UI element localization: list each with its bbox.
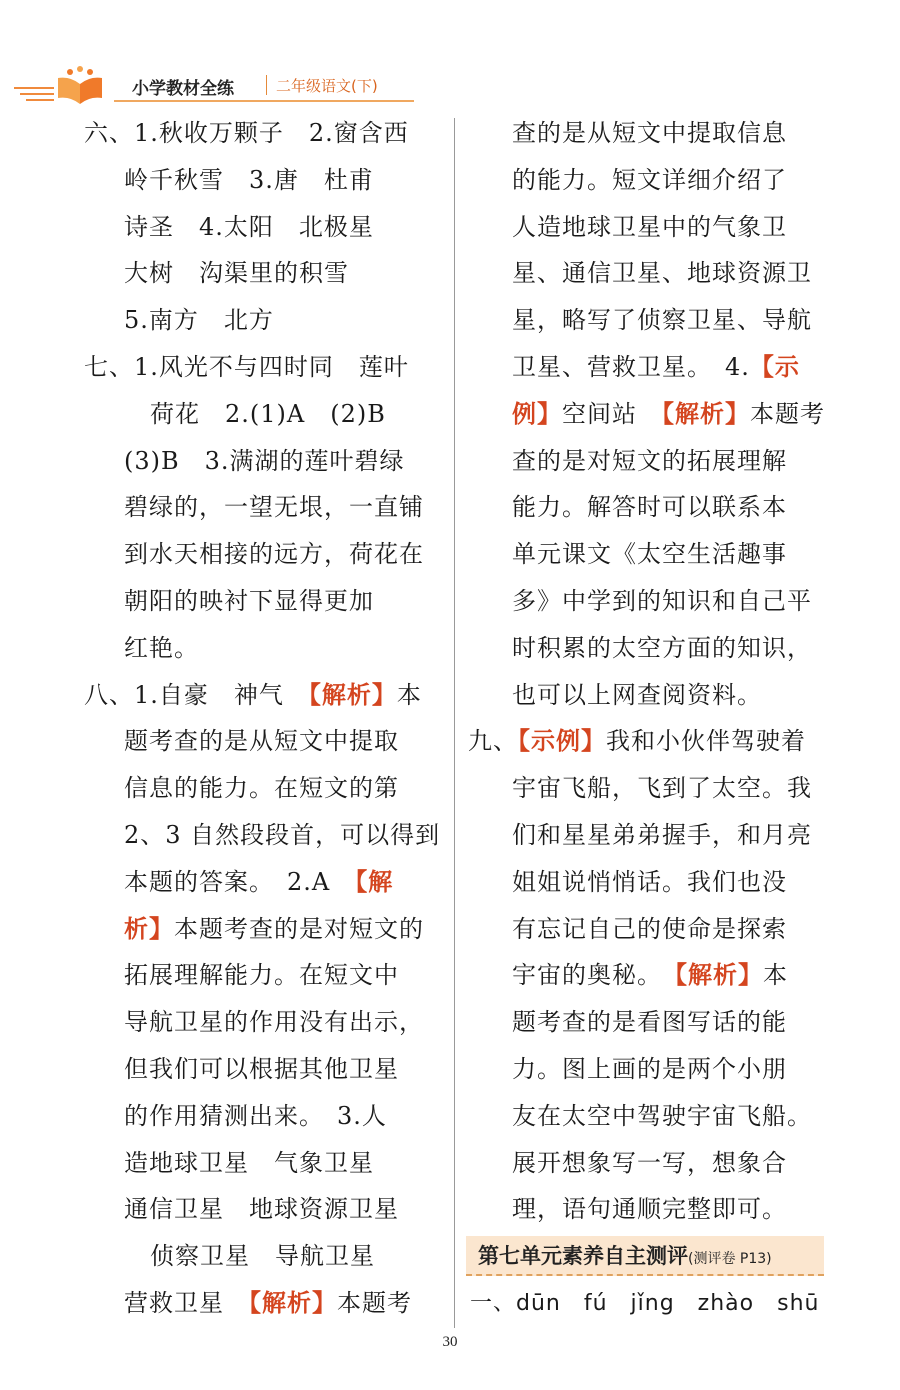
subject-title: 二年级语文(下) <box>276 77 378 95</box>
text-line: 例】空间站 【解析】本题考 <box>512 398 825 428</box>
text-line: 岭千秋雪 3.唐 杜甫 <box>124 165 374 194</box>
text-line: 八、1.自豪 神气 【解析】本 <box>84 679 422 709</box>
text-line: 但我们可以根据其他卫星 <box>124 1054 399 1083</box>
text-line: 朝阳的映衬下显得更加 <box>124 586 374 615</box>
analysis-tag: 【解析】 <box>308 679 397 709</box>
text-line: 导航卫星的作用没有出示， <box>124 1008 424 1037</box>
text-line: 荷花 2.(1)A (2)B <box>150 399 386 428</box>
example-tag: 【示 <box>749 351 800 381</box>
text-line: 人造地球卫星中的气象卫 <box>512 212 787 241</box>
text-line: 卫星、营救卫星。 4.【示 <box>512 351 800 381</box>
text-line: 红艳。 <box>124 633 199 662</box>
text-line: 理，语句通顺完整即可。 <box>512 1195 787 1224</box>
column-divider <box>454 118 455 1328</box>
text-line: 单元课文《太空生活趣事 <box>512 540 787 569</box>
text-line: 本题的答案。 2.A 【解 <box>124 866 394 896</box>
book-logo-icon <box>14 66 114 108</box>
pinyin-answer-line: 一、dūn fú jǐng zhào shū <box>470 1291 820 1316</box>
section-ref: (测评卷 P13) <box>688 1251 772 1267</box>
text-line: 六、1.秋收万颗子 2.窗含西 <box>84 119 409 147</box>
text-line: 通信卫星 地球资源卫星 <box>124 1195 399 1224</box>
text-line: 题考查的是看图写话的能 <box>512 1008 787 1037</box>
right-answer-column <box>468 110 824 1233</box>
text-line: 七、1.风光不与四时同 莲叶 <box>84 352 409 381</box>
text-line: 多》中学到的知识和自己平 <box>512 586 812 615</box>
text-line: 时积累的太空方面的知识， <box>512 633 812 662</box>
text-line: 星，略写了侦察卫星、导航 <box>512 306 812 335</box>
page-number: 30 <box>442 1334 458 1350</box>
analysis-tag: 【解析】 <box>675 960 763 990</box>
text-line: 5.南方 北方 <box>124 306 274 335</box>
text-line: 到水天相接的远方，荷花在 <box>124 540 424 569</box>
text-line: 力。图上画的是两个小朋 <box>512 1054 787 1083</box>
text-line: 星、通信卫星、地球资源卫 <box>512 259 812 288</box>
section-title-text: 第七单元素养自主测评 <box>478 1244 688 1268</box>
text-line: 2、3 自然段段首，可以得到 <box>124 820 441 849</box>
analysis-tag: 析】 <box>124 913 174 943</box>
left-answer-column <box>84 110 440 1327</box>
series-title: 小学教材全练 <box>132 79 234 99</box>
text-line: 题考查的是从短文中提取 <box>124 727 399 756</box>
text-line: 析】本题考查的是对短文的 <box>124 913 424 943</box>
section-heading <box>466 1236 824 1276</box>
analysis-tag: 【解析】 <box>249 1287 337 1317</box>
text-line: 查的是从短文中提取信息 <box>512 119 787 147</box>
section-title <box>478 1240 772 1270</box>
header-underline <box>114 100 414 102</box>
text-line: 友在太空中驾驶宇宙飞船。 <box>512 1101 812 1130</box>
header-separator <box>266 75 267 95</box>
text-line: 碧绿的，一望无垠，一直铺 <box>124 493 424 522</box>
text-line: 宇宙的奥秘。 【解析】本 <box>512 960 788 990</box>
text-line: 侦察卫星 导航卫星 <box>150 1242 375 1271</box>
text-line: 营救卫星 【解析】本题考 <box>124 1287 412 1317</box>
example-tag: 【示例】 <box>518 726 606 756</box>
text-line: 能力。解答时可以联系本 <box>512 493 787 522</box>
page-header <box>14 66 414 108</box>
text-line: 有忘记自己的使命是探索 <box>512 914 787 943</box>
example-tag: 例】 <box>512 398 562 428</box>
text-line: 姐姐说悄悄话。我们也没 <box>512 867 787 896</box>
text-line: 信息的能力。在短文的第 <box>124 774 399 803</box>
text-line: 大树 沟渠里的积雪 <box>124 259 349 288</box>
text-line: 展开想象写一写，想象合 <box>512 1148 787 1177</box>
analysis-tag: 【解析】 <box>662 398 750 428</box>
text-line: 们和星星弟弟握手，和月亮 <box>512 820 812 849</box>
text-line: 造地球卫星 气象卫星 <box>124 1148 374 1177</box>
text-line: 查的是对短文的拓展理解 <box>512 446 787 475</box>
text-line: 也可以上网查阅资料。 <box>512 680 762 709</box>
text-line: 的能力。短文详细介绍了 <box>512 165 787 194</box>
text-line: 宇宙飞船，飞到了太空。我 <box>512 774 812 803</box>
text-line: 九、【示例】我和小伙伴驾驶着 <box>468 726 806 756</box>
text-line: (3)B 3.满湖的莲叶碧绿 <box>124 446 405 475</box>
text-line: 拓展理解能力。在短文中 <box>124 961 399 990</box>
text-line: 的作用猜测出来。 3.人 <box>124 1101 387 1130</box>
text-line: 诗圣 4.太阳 北极星 <box>124 212 374 241</box>
analysis-tag: 【解 <box>355 866 394 896</box>
